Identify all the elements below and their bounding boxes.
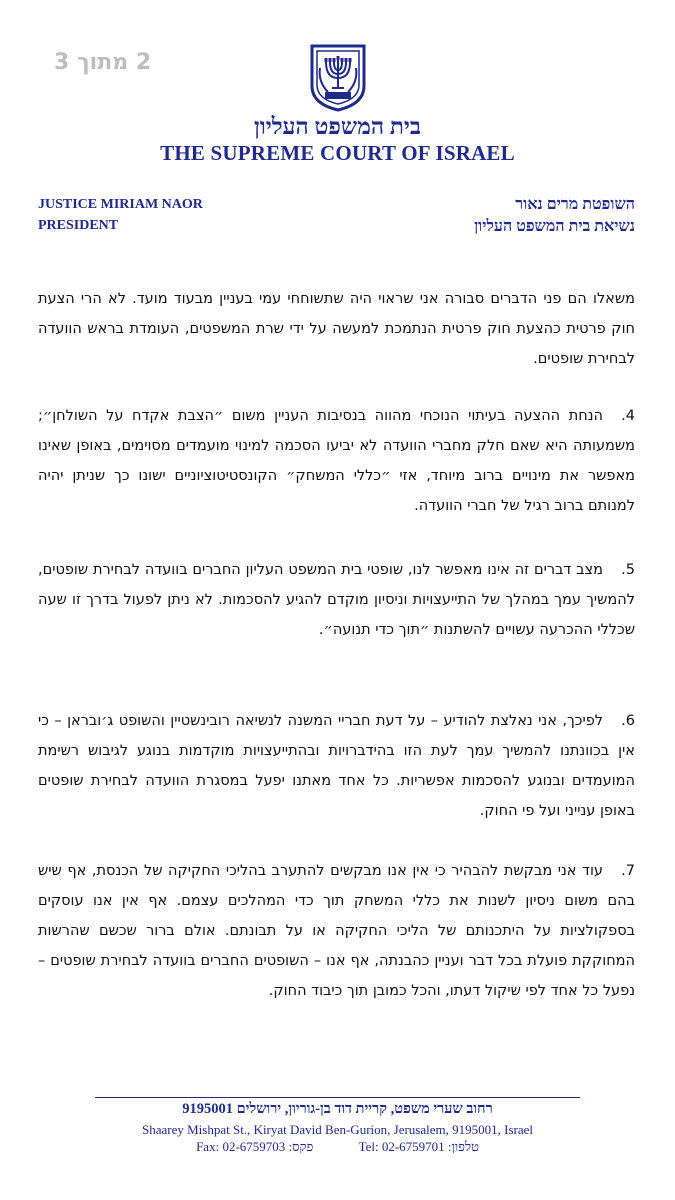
paragraph-number: 7. (621, 863, 635, 879)
paragraph-text: עוד אני מבקשת להבהיר כי אין אנו מבקשים להתערב בהליכי החקיקה של הכנסת, אף שיש בהם משום ניסיון לשנות את כללי המשחק תוך כדי המהלכים עצמם. אף אין אנו עוסקים בספקולציות על היתכנותם של הליכי החקיקה או על תבונתם. אולם ברור שכשם שהרשות המחוקקת פועלת בכל דבר ועניין כהבנתה, אף אנו – השופטים החברים בוועדה לבחירת שופטים – נפעל כל אחד לפי שיקול דעתו, והכל כמובן תוך כיבוד החוק. (38, 863, 635, 999)
paragraph-number: 5. (621, 562, 635, 578)
justice-name-hebrew: השופטת מרים נאור (515, 196, 635, 213)
footer-address-hebrew: רחוב שערי משפט, קריית דוד בן-גוריון, ירושלים 9195001 (182, 1101, 493, 1117)
footer-contact-line (0, 1139, 675, 1155)
state-emblem-icon (306, 42, 370, 112)
paragraph-text: הנחת ההצעה בעיתוי הנוכחי מהווה בנסיבות העניין משום ״הצבת אקדח על השולחן״; משמעותה היא שאם חלק מחברי הוועדה לא יביעו הסכמה למינוי מועמדים מסוימים, באופן שאינו מאפשר את מינויים ברוב מיוחד, אזי ״כללי המשחק״ הקונסטיטוציוניים ישונו כך שניתן יהיה למנותם ברוב רגיל של חברי הוועדה. (38, 408, 635, 514)
footer-divider (95, 1097, 580, 1098)
numbered-paragraph (38, 401, 635, 521)
signature-block-english (38, 194, 203, 236)
footer-fax: Fax: 02-6759703 :פקס (196, 1139, 314, 1154)
signature-block-hebrew (474, 194, 635, 238)
footer-tel: Tel: 02-6759701 :טלפון (358, 1139, 479, 1154)
footer-address-english: Shaarey Mishpat St., Kiryat David Ben-Gurion, Jerusalem, 9195001, Israel (141, 1122, 533, 1137)
paragraph-number: 6. (621, 713, 635, 729)
court-name-hebrew: בית המשפט העליון (254, 114, 421, 139)
paragraph-number: 4. (621, 408, 635, 424)
page-counter: 2 מתוך 3 (54, 50, 152, 75)
justice-name-english: JUSTICE MIRIAM NAOR (38, 197, 203, 212)
numbered-paragraph (38, 555, 635, 645)
justice-title-hebrew: נשיאת בית המשפט העליון (474, 218, 635, 235)
court-name-english: THE SUPREME COURT OF ISRAEL (160, 141, 515, 165)
numbered-paragraph (38, 856, 635, 1006)
numbered-paragraph (38, 706, 635, 826)
justice-title-english: PRESIDENT (38, 218, 119, 233)
continuation-paragraph: משאלו הם פני הדברים סבורה אני שראוי היה שתשוחחי עמי בעניין מבעוד מועד. לא הרי הצעת חוק פרטית כהצעת חוק פרטית הנתמכת למעשה על ידי שרת המשפטים, העומדת בראש הוועדה לבחירת שופטים. (38, 291, 635, 367)
paragraph-text: מצב דברים זה אינו מאפשר לנו, שופטי בית המשפט העליון החברים בוועדה לבחירת שופטים, להמשיך עמך במהלך של התייעצויות וניסיון מוקדם להגיע להסכמות. לא ניתן לפעול בדרך זו שעה שכללי ההכרעה עשויים להשתנות ״תוך כדי תנועה״. (38, 562, 635, 638)
paragraph-text: לפיכך, אני נאלצת להודיע – על דעת חבריי המשנה לנשיאה רובינשטיין והשופט ג׳ובראן – כי אין בכוונתנו להמשיך עמך לעת הזו בהידברויות ובהתייעצויות מוקדמות בנוגע לגיבוש רשימת המועמדים ובנוגע להסכמות אפשריות. כל אחד מאתנו יפעל במסגרת הוועדה לבחירת שופטים באופן ענייני ועל פי החוק. (38, 713, 635, 819)
